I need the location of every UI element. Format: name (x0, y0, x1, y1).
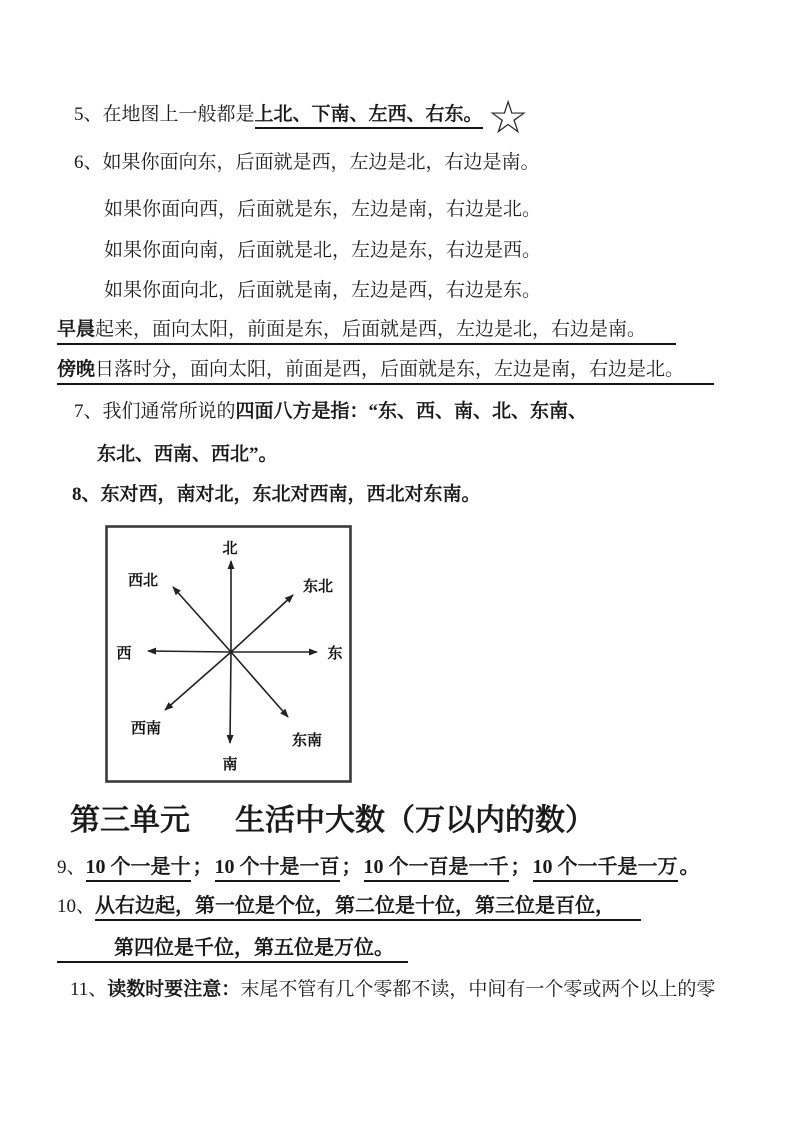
item-5-number: 5、 (74, 104, 103, 125)
compass-label-northwest: 西北 (127, 573, 159, 589)
arrow-southeast (231, 652, 288, 717)
evening-rest: 日落时分，面向太阳，前面是西，后面就是东，左边是南，右边是北。 (95, 359, 685, 380)
compass-diagram (105, 525, 352, 789)
item-6-line-4 (104, 277, 541, 304)
section-heading (70, 803, 595, 839)
item-10-text-2: 第四位是千位，第五位是万位。 (57, 937, 408, 963)
item-5-emphasis: 上北、下南、左西、右东。 (255, 104, 483, 129)
item-9-separator-3: ； (510, 856, 531, 878)
item-6-number: 6、 (74, 152, 103, 173)
item-10-number: 10、 (57, 896, 96, 917)
morning-rest: 起来，面向太阳，前面是东，后面就是西，左边是北，右边是南。 (95, 319, 647, 340)
item-11-rest: 末尾不管有几个零都不读，中间有一个零或两个以上的零 (240, 979, 716, 1000)
item-11-lead: 读数时要注意： (107, 979, 241, 1000)
item-7-emphasis-2: 东北、西南、西北”。 (97, 444, 278, 465)
item-7-line-1 (74, 398, 587, 425)
compass-label-east: 东 (327, 646, 343, 662)
item-6-line-2 (104, 196, 541, 223)
item-7-emphasis-1: 四面八方是指：“东、西、南、北、东南、 (235, 401, 588, 422)
item-5-line (74, 90, 529, 144)
section-heading-part1: 第三单元 (70, 804, 190, 837)
item-9-separator-2: ； (341, 856, 362, 878)
arrow-south (230, 652, 231, 743)
compass-label-west: 西 (116, 646, 132, 662)
evening-rule (57, 359, 714, 385)
item-6-line-3 (104, 237, 541, 264)
arrow-northwest (173, 587, 231, 652)
item-11-line (70, 976, 715, 1003)
item-6-text-4: 如果你面向北，后面就是南，左边是西，右边是东。 (104, 280, 542, 301)
compass-label-northeast: 东北 (302, 579, 334, 595)
item-9-separator-1: ； (192, 856, 213, 878)
star-icon: ☆ (487, 90, 529, 144)
morning-rule-line (57, 316, 676, 343)
morning-lead: 早晨 (57, 319, 96, 340)
item-10-line-2 (57, 935, 408, 962)
item-6-text-2: 如果你面向西，后面就是东，左边是南，右边是北。 (104, 199, 542, 220)
item-8-line (72, 481, 481, 508)
compass-svg (105, 525, 352, 783)
arrow-northeast (231, 595, 293, 652)
item-8-text: 东对西，南对北，东北对西南，西北对东南。 (100, 484, 481, 505)
compass-label-southeast: 东南 (291, 733, 323, 749)
item-6-line-1 (74, 149, 540, 176)
item-9-separator-4: 。 (679, 856, 700, 878)
compass-label-north: 北 (222, 541, 238, 557)
item-5-text: 在地图上一般都是 (102, 104, 255, 125)
item-9-number: 9、 (57, 857, 86, 878)
item-9-line (57, 854, 702, 881)
item-7-number: 7、 (74, 401, 103, 422)
arrow-west (148, 651, 231, 652)
item-7-text: 我们通常所说的 (102, 401, 236, 422)
arrow-southwest (165, 652, 231, 710)
item-10-line-1 (57, 893, 641, 920)
item-11-number: 11、 (70, 979, 108, 1000)
item-9-segment-3: 10 个一百是一千 (364, 856, 509, 882)
item-7-line-2 (97, 441, 278, 468)
item-6-text-1: 如果你面向东，后面就是西，左边是北，右边是南。 (102, 152, 540, 173)
item-9-segment-1: 10 个一是十 (86, 856, 191, 882)
item-8-number: 8、 (72, 484, 101, 505)
evening-rule-line (57, 356, 714, 383)
item-10-text-1: 从右边起，第一位是个位，第二位是十位，第三位是百位， (95, 895, 641, 921)
item-9-segment-4: 10 个一千是一万 (533, 856, 678, 882)
section-heading-part2: 生活中大数（万以内的数） (235, 804, 595, 837)
item-6-text-3: 如果你面向南，后面就是北，左边是东，右边是西。 (104, 240, 542, 261)
compass-label-southwest: 西南 (130, 721, 162, 737)
compass-label-south: 南 (222, 757, 238, 773)
morning-rule (57, 319, 676, 345)
evening-lead: 傍晚 (57, 359, 96, 380)
item-9-segment-2: 10 个十是一百 (215, 856, 340, 882)
